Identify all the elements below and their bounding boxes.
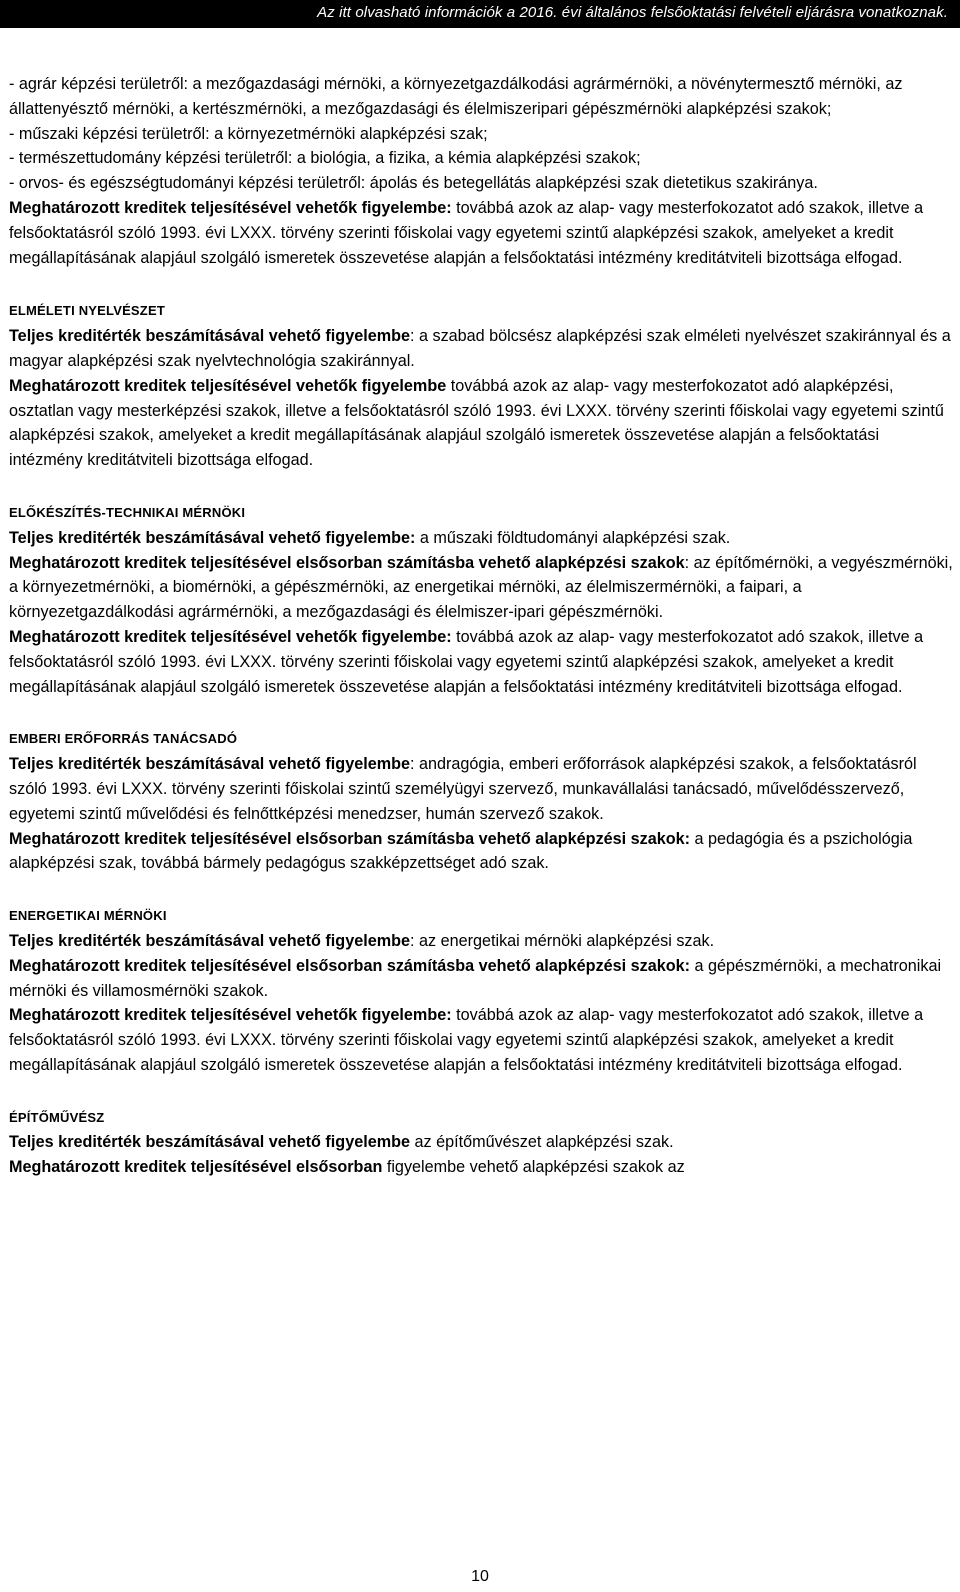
intro-termeszettudomany: - természettudomány képzési területről: a biológia, a fizika, a kémia alapképzési szakok; [9,149,641,168]
emberi-p1-text: : andragógia, emberi erőforrások alapképzési szakok, a felsőoktatásról szóló 1993. évi LXXX. törvény szerinti főiskolai szintű személyügyi szervező, munkavállalási tanácsadó, művelődésszervező, egyetemi szintű művelődési és felnőttképzési menedzser, humán szervező szakok. [9,755,917,823]
elmeleti-paragraph-2 [9,374,953,473]
energetikai-paragraph-3 [9,1003,953,1077]
energetikai-p1-label: Teljes kreditérték beszámításával vehető figyelembe [9,931,410,950]
emberi-p1-label: Teljes kreditérték beszámításával vehető figyelembe [9,755,410,774]
page-number: 10 [471,1568,489,1585]
elokeszites-paragraph-2 [9,551,953,625]
emberi-paragraph-1 [9,752,953,826]
elmeleti-p1-label: Teljes kreditérték beszámításával vehető figyelembe [9,327,410,346]
epitomuvesz-p1-text: az építőművészet alapképzési szak. [409,1133,674,1152]
energetikai-p3-label: Meghatározott kreditek teljesítésével vehetők figyelembe: [9,1006,452,1025]
document-body [9,72,953,1180]
elmeleti-p2-label: Meghatározott kreditek teljesítésével vehetők figyelembe [9,376,447,395]
spacer [9,270,953,299]
emberi-p2-label: Meghatározott kreditek teljesítésével elsősorban számításba vehető alapképzési szakok: [9,829,691,848]
section-title-emberi: EMBERI ERŐFORRÁS TANÁCSADÓ [9,731,238,747]
section-title-epitomuvesz: ÉPÍTŐMŰVÉSZ [9,1109,105,1125]
energetikai-p1-text: : az energetikai mérnöki alapképzési szak. [409,931,715,950]
spacer [9,876,953,904]
elokeszites-p2-text: : az építőmérnöki, a vegyészmérnöki, a környezetmérnöki, a biomérnöki, a gépészmérnöki, az energetikai mérnöki, az élelmiszermérnöki, a faipari, a környezetgazdálkodási agrármérnöki, a mezőgazdasági és élelmiszer-ipari gépészmérnöki. [9,553,953,622]
energetikai-p2-text: a gépészmérnöki, a mechatronikai mérnöki és villamosmérnöki szakok. [9,956,942,1000]
epitomuvesz-paragraph-1 [9,1130,953,1155]
elokeszites-p3-text: továbbá azok az alap- vagy mesterfokozatot adó szakok, illetve a felsőoktatásról szóló 1993. évi LXXX. törvény szerinti főiskolai vagy egyetemi szintű alapképzési szakok, amelyeket a kredit megállapításának alapjául szolgáló ismeretek összevetése alapján a felsőoktatási intézmény kreditátviteli bizottsága elfogad. [9,627,924,696]
spacer [9,699,953,727]
energetikai-paragraph-2 [9,954,953,1004]
spacer [9,1078,953,1106]
intro-muszaki: - műszaki képzési területről: a környezetmérnöki alapképzési szak; [9,124,488,143]
section-title-elmeleti: ELMÉLETI NYELVÉSZET [9,303,165,319]
energetikai-p2-label: Meghatározott kreditek teljesítésével elsősorban számításba vehető alapképzési szakok: [9,956,691,975]
elmeleti-paragraph-1 [9,324,953,374]
intro-agrar: - agrár képzési területről: a mezőgazdasági mérnöki, a környezetgazdálkodási agrármérnöki, a növénytermesztő mérnöki, az állattenyésztő mérnöki, a kertészmérnöki, a mezőgazdasági és élelmiszeripari gépészmérnöki alapképzési szakok; [9,75,903,118]
intro-meghatarozott-text: továbbá azok az alap- vagy mesterfokozatot adó szakok, illetve a felsőoktatásról szóló 1993. évi LXXX. törvény szerinti főiskolai vagy egyetemi szintű alapképzési szakok, amelyeket a kredit megállapításának alapjául szolgáló ismeretek összevetése alapján a felsőoktatási intézmény kreditátviteli bizottsága elfogad. [9,198,924,267]
section-title-elokeszites: ELŐKÉSZÍTÉS-TECHNIKAI MÉRNÖKI [9,504,246,520]
emberi-p2-text: a pedagógia és a pszichológia alapképzési szak, továbbá bármely pedagógus szakképzettséget adó szak. [9,829,913,873]
intro-meghatarozott-label: Meghatározott kreditek teljesítésével vehetők figyelembe: [9,198,452,217]
elokeszites-p3-label: Meghatározott kreditek teljesítésével vehetők figyelembe: [9,627,452,646]
elokeszites-p1-text: a műszaki földtudományi alapképzési szak. [415,528,731,547]
intro-orvos: - orvos- és egészségtudományi képzési területről: ápolás és betegellátás alapképzési szak dietetikus szakiránya. [9,174,818,193]
spacer [9,473,953,501]
energetikai-paragraph-1 [9,929,953,954]
energetikai-p3-text: továbbá azok az alap- vagy mesterfokozatot adó szakok, illetve a felsőoktatásról szóló 1993. évi LXXX. törvény szerinti főiskolai vagy egyetemi szintű alapképzési szakok, amelyeket a kredit megállapításának alapjául szolgáló ismeretek összevetése alapján a felsőoktatási intézmény kreditátviteli bizottsága elfogad. [9,1006,924,1074]
intro-meghatarozott [9,196,953,270]
elokeszites-paragraph-1 [9,526,953,551]
header-banner-text: Az itt olvasható információk a 2016. évi általános felsőoktatási felvételi eljárásra vonatkoznak. [317,4,948,21]
elokeszites-p2-label: Meghatározott kreditek teljesítésével elsősorban számításba vehető alapképzési szakok [9,553,685,572]
elokeszites-paragraph-3 [9,625,953,699]
elmeleti-p2-text: továbbá azok az alap- vagy mesterfokozatot adó alapképzési, osztatlan vagy mesterképzési szakok, illetve a felsőoktatásról szóló 1993. évi LXXX. törvény szerinti főiskolai vagy egyetemi szintű alapképzési szakok, amelyeket a kredit megállapításának alapjául szolgáló ismeretek összevetése alapján a felsőoktatási intézmény kreditátviteli bizottsága elfogad. [9,376,944,470]
emberi-paragraph-2 [9,827,953,877]
epitomuvesz-paragraph-2 [9,1155,953,1180]
epitomuvesz-p1-label: Teljes kreditérték beszámításával vehető figyelembe [9,1133,410,1152]
epitomuvesz-p2-label: Meghatározott kreditek teljesítésével elsősorban [9,1158,383,1177]
epitomuvesz-p2-text: figyelembe vehető alapképzési szakok az [382,1158,685,1177]
elokeszites-p1-label: Teljes kreditérték beszámításával vehető figyelembe: [9,528,416,547]
section-title-energetikai: ENERGETIKAI MÉRNÖKI [9,908,167,924]
elmeleti-p1-text: : a szabad bölcsész alapképzési szak elméleti nyelvészet szakiránnyal és a magyar alapképzési szak nyelvtechnológia szakiránnyal. [9,327,951,370]
header-banner [0,0,960,28]
